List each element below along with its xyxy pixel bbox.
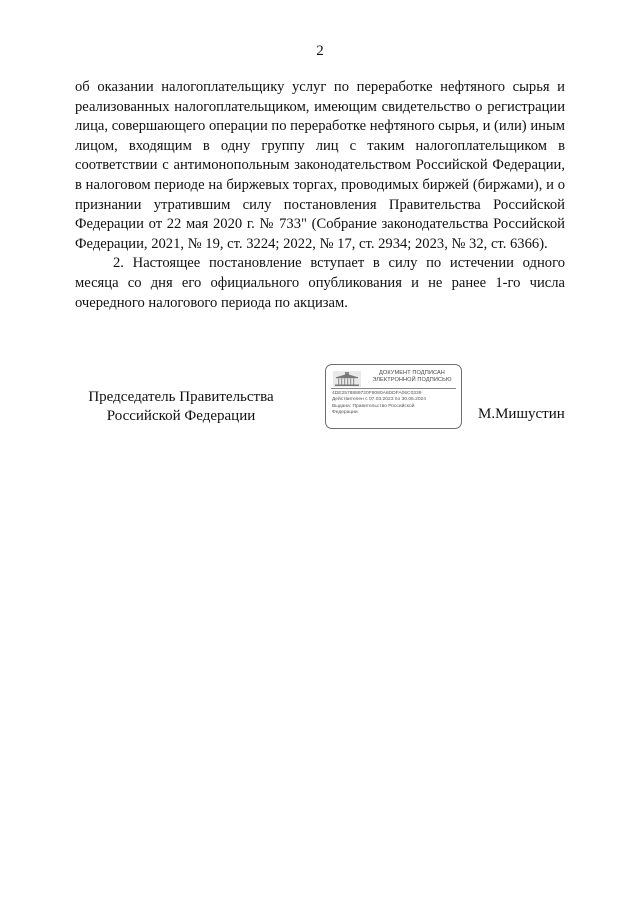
stamp-certificate: 4DE2578889720F8080A6DDFA06C0339 <box>332 391 422 396</box>
government-building-emblem-icon <box>333 371 361 387</box>
body-paragraph-2: 2. Настоящее постановление вступает в силу по истечении одного месяца со дня его официального опубликования и не ранее 1-го числа очередного налогового периода по акцизам. <box>75 255 565 311</box>
stamp-heading-line-2: ЭЛЕКТРОННОЙ ПОДПИСЬЮ <box>372 377 452 383</box>
stamp-heading <box>366 370 458 384</box>
stamp-validity: Действителен с 07.03.2023 по 30.05.2024 <box>332 397 426 403</box>
stamp-issued-to-line-2: Федерации <box>332 410 358 416</box>
signer-name: М.Мишустин <box>478 406 565 422</box>
body-paragraph-1: об оказании налогоплательщику услуг по переработке нефтяного сырья и реализованных налогоплательщиком, имеющим свидетельство о регистрации лица, совершающего операции по переработке нефтяного сырья, и (или) иным лицом, входящим в одну группу лиц с таким налогоплательщиком в соответствии с антимонопольным законодательством Российской Федерации, в налоговом периоде на биржевых торгах, проводимых биржей (биржами), и о признании утратившим силу постановления Правительства Российской Федерации от 22 мая 2020 г. № 733" (Собрание законодательства Российской Федерации, 2021, № 19, ст. 3224; 2022, № 17, ст. 2934; 2023, № 32, ст. 6366). <box>75 79 565 252</box>
stamp-heading-line-1: ДОКУМЕНТ ПОДПИСАН <box>379 370 445 376</box>
signatory-title-line-1: Председатель Правительства <box>88 389 274 405</box>
electronic-signature-stamp <box>325 364 462 429</box>
stamp-issued-to-line-1: Выдана: Правительство Российской <box>332 403 415 409</box>
signatory-title-line-2: Российской Федерации <box>106 408 256 424</box>
document-body <box>75 78 565 313</box>
signatory-title <box>78 388 284 426</box>
stamp-divider <box>331 388 456 389</box>
stamp-details <box>332 391 460 417</box>
page-number: 2 <box>316 43 324 59</box>
